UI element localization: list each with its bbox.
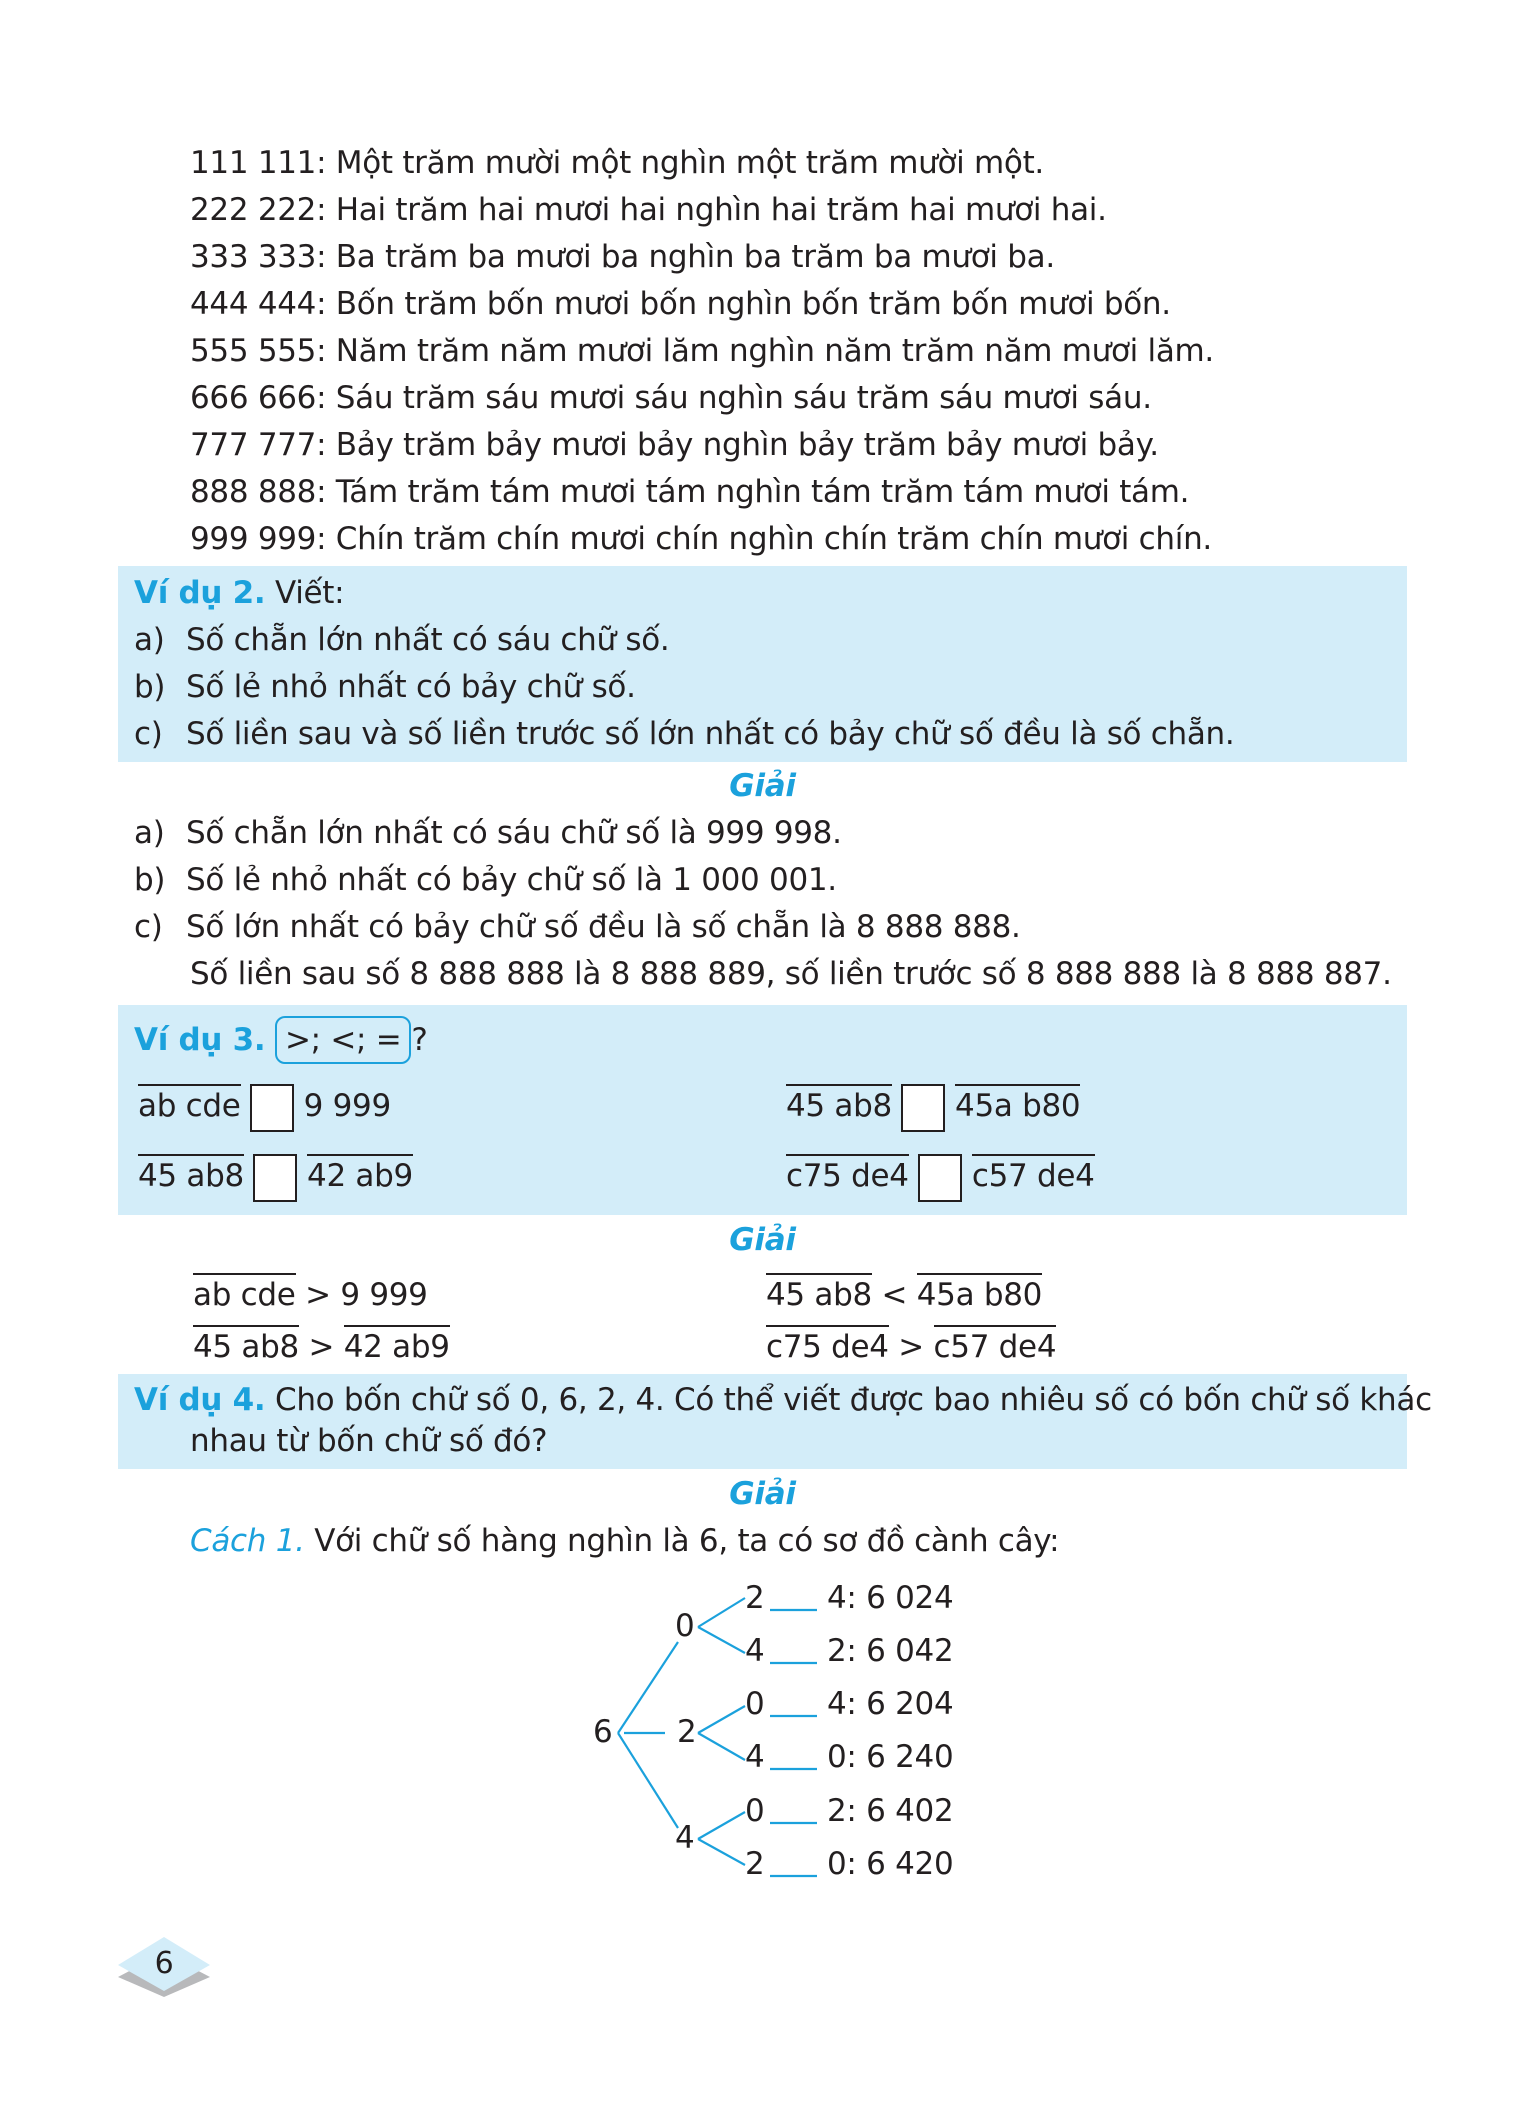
number-line-7: 777 777: Bảy trăm bảy mươi bảy nghìn bảy trăm bảy mươi bảy. — [190, 427, 1159, 463]
page-number: 6 — [154, 1946, 174, 1981]
tree-branch-0-2 — [698, 1598, 745, 1627]
overlined-number: 45a b80 — [955, 1084, 1080, 1124]
tree-result: 4: 6 204 — [827, 1686, 954, 1722]
item-letter: a) — [134, 622, 165, 658]
number-line-2: 222 222: Hai trăm hai mươi hai nghìn hai trăm hai mươi hai. — [190, 192, 1107, 228]
example4-text: Cho bốn chữ số 0, 6, 2, 4. Có thể viết được bao nhiêu số có bốn chữ số khác — [274, 1382, 1432, 1418]
number-line-9: 999 999: Chín trăm chín mươi chín nghìn chín trăm chín mươi chín. — [190, 521, 1212, 557]
tree-leaf: 0 — [745, 1686, 765, 1722]
tree-leaf: 2 — [745, 1580, 765, 1616]
item-text: Số lớn nhất có bảy chữ số đều là số chẵn là 8 888 888. — [186, 909, 1021, 945]
method-label: Cách 1. — [190, 1523, 305, 1559]
question-mark: ? — [411, 1022, 428, 1058]
tree-branch-0-4 — [698, 1627, 745, 1653]
tree-leaf: 0 — [745, 1793, 765, 1829]
number-line-8: 888 888: Tám trăm tám mươi tám nghìn tám trăm tám mươi tám. — [190, 474, 1190, 510]
comparison-op: > — [898, 1329, 924, 1365]
overlined-number: 42 ab9 — [307, 1154, 413, 1194]
overlined-number: 45 ab8 — [138, 1154, 244, 1194]
tree-result: 0: 6 240 — [827, 1739, 954, 1775]
item-letter: c) — [134, 716, 163, 752]
overlined-number: 42 ab9 — [344, 1325, 450, 1365]
tree-branch-4-2 — [698, 1839, 745, 1865]
example2-label: Ví dụ 2. — [134, 575, 266, 611]
item-text: Số lẻ nhỏ nhất có bảy chữ số. — [186, 669, 636, 705]
overlined-number: c57 de4 — [972, 1154, 1095, 1194]
example2-solution-heading: Giải — [729, 768, 796, 804]
comparison-signs-box: >; <; = — [275, 1016, 411, 1064]
tree-leaf: 4 — [745, 1739, 765, 1775]
example4-line2: nhau từ bốn chữ số đó? — [190, 1423, 548, 1459]
item-text: Số lẻ nhỏ nhất có bảy chữ số là 1 000 001. — [186, 862, 837, 898]
overlined-number: ab cde — [193, 1273, 296, 1313]
tree-branch-4-0 — [698, 1812, 745, 1839]
tree-branch-2-4 — [698, 1733, 745, 1760]
number-line-5: 555 555: Năm trăm năm mươi lăm nghìn năm trăm năm mươi lăm. — [190, 333, 1214, 369]
comparison-op: > — [308, 1329, 335, 1365]
tree-result: 4: 6 024 — [827, 1580, 954, 1616]
overlined-number: 45 ab8 — [193, 1325, 299, 1365]
example2-prompt: Viết: — [274, 575, 345, 611]
comparison-op: > — [305, 1277, 331, 1313]
overlined-number: 45a b80 — [917, 1273, 1042, 1313]
overlined-number: c75 de4 — [786, 1154, 909, 1194]
plain-number: 9 999 — [340, 1277, 428, 1313]
overlined-number: 45 ab8 — [786, 1084, 892, 1124]
tree-result: 2: 6 402 — [827, 1793, 954, 1829]
number-line-4: 444 444: Bốn trăm bốn mươi bốn nghìn bốn trăm bốn mươi bốn. — [190, 286, 1171, 322]
example4-label: Ví dụ 4. — [134, 1382, 266, 1418]
tree-node-2: 2 — [677, 1714, 697, 1750]
tree-branch-6-4 — [618, 1733, 678, 1828]
item-letter: c) — [134, 909, 163, 945]
number-line-6: 666 666: Sáu trăm sáu mươi sáu nghìn sáu trăm sáu mươi sáu. — [190, 380, 1152, 416]
item-text: Số liền sau và số liền trước số lớn nhất có bảy chữ số đều là số chẵn. — [186, 716, 1235, 752]
tree-result: 2: 6 042 — [827, 1633, 954, 1669]
tree-result: 0: 6 420 — [827, 1846, 954, 1882]
example3-solution-heading: Giải — [729, 1222, 796, 1258]
example3-label: Ví dụ 3. — [134, 1022, 266, 1058]
method-text: Với chữ số hàng nghìn là 6, ta có sơ đồ cành cây: — [314, 1523, 1060, 1559]
overlined-number: c75 de4 — [766, 1325, 889, 1365]
number-line-3: 333 333: Ba trăm ba mươi ba nghìn ba trăm ba mươi ba. — [190, 239, 1055, 275]
item-text: Số chẵn lớn nhất có sáu chữ số là 999 998. — [186, 815, 842, 851]
tree-branch-6-0 — [618, 1642, 678, 1733]
plain-number: 9 999 — [303, 1088, 391, 1124]
overlined-number: ab cde — [138, 1084, 241, 1124]
number-line-1: 111 111: Một trăm mười một nghìn một trăm mười một. — [190, 145, 1044, 181]
overlined-number: c57 de4 — [934, 1325, 1057, 1365]
item-letter: a) — [134, 815, 165, 851]
comparison-op: < — [881, 1277, 908, 1313]
tree-leaf: 2 — [745, 1846, 765, 1882]
example2-solution-extra: Số liền sau số 8 888 888 là 8 888 889, số liền trước số 8 888 888 là 8 888 887. — [190, 956, 1392, 992]
example4-solution-heading: Giải — [729, 1476, 796, 1512]
item-letter: b) — [134, 862, 166, 898]
tree-leaf: 4 — [745, 1633, 765, 1669]
tree-node-0: 0 — [675, 1608, 695, 1644]
overlined-number: 45 ab8 — [766, 1273, 872, 1313]
tree-branch-2-0 — [698, 1706, 745, 1733]
item-text: Số chẵn lớn nhất có sáu chữ số. — [186, 622, 670, 658]
item-letter: b) — [134, 669, 166, 705]
tree-node-4: 4 — [675, 1820, 695, 1856]
tree-root: 6 — [593, 1714, 613, 1750]
